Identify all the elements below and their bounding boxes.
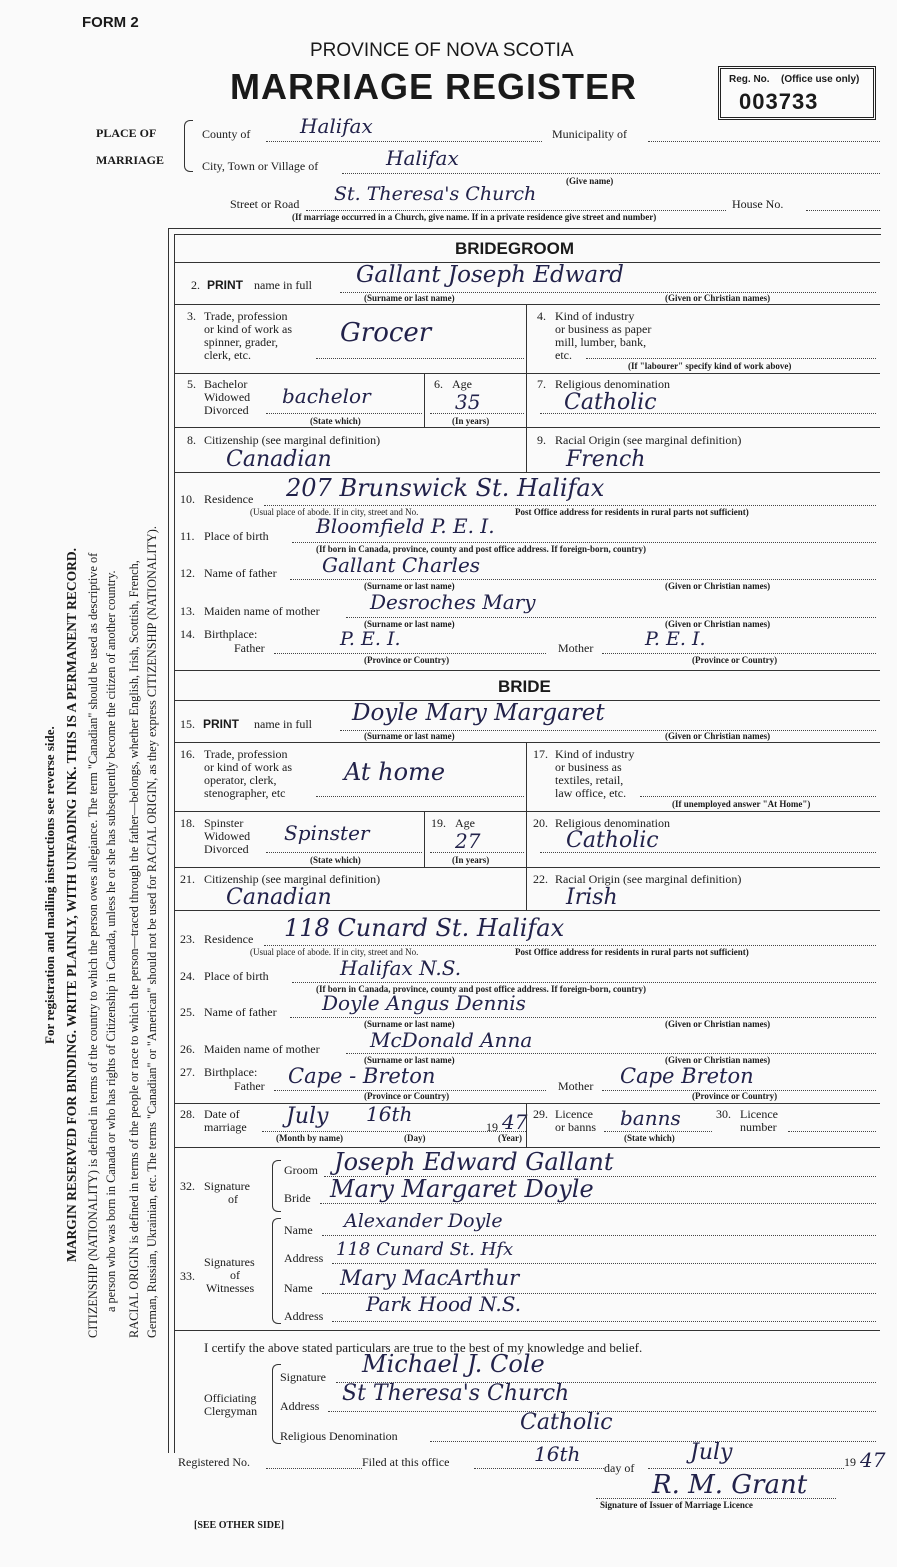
bride-father-value: Doyle Angus Dennis [322,991,526,1015]
street-line [306,210,726,211]
bride-f20-num: 20. [533,816,548,830]
groom-f11-num: 11. [180,529,195,543]
filed-month-line [648,1468,844,1469]
certify-statement: I certify the above stated particulars are true to the best of my knowledge and belief. [204,1340,643,1355]
marriage-f28-l2: marriage [204,1120,247,1134]
bride-trade-line [316,796,524,797]
w1-name-label: Name [284,1223,313,1237]
bride-residence-hint-b: Post Office address for residents in rural parts not sufficient) [515,947,749,957]
city-label: City, Town or Village of [202,159,319,173]
groom-status-line [266,413,422,414]
clergy-signature: Michael J. Cole [362,1350,545,1378]
groom-f3-l4: clerk, etc. [204,348,251,362]
groom-status-value: bachelor [282,384,371,408]
officiating-l1: Officiating [204,1391,257,1405]
groom-residence-value: 207 Brunswick St. Halifax [286,474,605,502]
sig-f32-num: 32. [180,1179,195,1193]
bride-mother-surname-hint: (Surname or last name) [364,1055,455,1065]
document-title: MARRIAGE REGISTER [230,66,638,107]
bride-mother-value: McDonald Anna [370,1028,533,1052]
bride-f27-label: Birthplace: [204,1065,258,1079]
bride-residence-value: 118 Cunard St. Halifax [284,914,565,942]
groom-name-value: Gallant Joseph Edward [356,262,624,288]
marriage-f29-l1: Licence [555,1107,593,1121]
sig-f33-l3: Witnesses [206,1281,255,1295]
filed-day-of: day of [604,1461,635,1475]
bride-f16-l1: Trade, profession [204,747,288,761]
groom-residence-line [264,505,876,506]
groom-f12-label: Name of father [204,566,277,580]
rule-bride-5 [174,910,880,911]
groom-col-divider-a [526,304,527,472]
groom-residence-hint-b: Post Office address for residents in rural parts not sufficient) [515,507,749,517]
bride-father-birthplace-hint: (Province or Country) [364,1091,450,1101]
reg-number-box [718,66,876,120]
margin-binding: MARGIN RESERVED FOR BINDING. WRITE PLAINLY, WITH UNFADING INK. THIS IS A PERMANENT RECORD. [64,547,79,1262]
sig-brace [272,1160,281,1212]
marriage-f29-l2: or banns [555,1120,596,1134]
bride-f18-l1: Spinster [204,816,244,830]
groom-mother-value: Desroches Mary [370,590,536,614]
marriage-day-hint: (Day) [404,1133,426,1143]
margin-instructions: For registration and mailing instructions see reverse side. [42,726,57,1044]
groom-f4-l3: mill, lumber, bank, [555,335,647,349]
city-value: Halifax [386,146,459,170]
bride-f24-label: Place of birth [204,969,269,983]
groom-father-surname-hint: (Surname or last name) [364,581,455,591]
groom-age-divider [424,373,425,427]
bride-f16-l2: or kind of work as [204,760,292,774]
groom-f14-num: 14. [180,627,195,641]
filed-label: Filed at this office [362,1455,450,1469]
filed-year-value: 47 [860,1448,886,1472]
groom-f5-l3: Divorced [204,403,249,417]
groom-f9-num: 9. [537,433,546,447]
bride-f27-mother-label: Mother [558,1079,594,1093]
bride-mother-birthplace-hint: (Province or Country) [692,1091,778,1101]
groom-f6-num: 6. [434,377,443,391]
groom-f3-l3: spinner, grader, [204,335,279,349]
groom-f14-mother-label: Mother [558,641,594,655]
municipality-line [648,141,880,142]
bride-f15-num: 15. [180,717,195,731]
marriage-f30-l1: Licence [740,1107,778,1121]
bride-mother-given-hint: (Given or Christian names) [665,1055,771,1065]
marriage-day-value: 16th [366,1102,413,1126]
rule-bride-3 [174,811,880,812]
bride-f27-num: 27. [180,1065,195,1079]
reg-number-value: 003733 [739,89,819,114]
rule-bride-4 [174,867,880,868]
bride-mother-line [346,1053,876,1054]
groom-f3-num: 3. [187,309,196,323]
bride-given-hint: (Given or Christian names) [665,731,771,741]
bride-f16-l4: stenographer, etc [204,786,286,800]
street-value: St. Theresa's Church [334,183,537,205]
bride-industry-line [640,796,876,797]
groom-industry-line [586,358,876,359]
w2-address-value: Park Hood N.S. [366,1292,522,1316]
margin-citizenship-2: a person who was born in Canada or who has rights of Citizenship in Canada, unless he or she has subsequently become the citizen of another country. [104,570,118,1312]
groom-father-birthplace-value: P. E. I. [340,628,401,650]
bride-status-hint: (State which) [310,855,361,865]
reg-office-note: (Office use only) [781,74,860,85]
groom-f14-father-label: Father [234,641,265,655]
groom-f3-l1: Trade, profession [204,309,288,323]
groom-religion-value: Catholic [564,390,657,415]
street-note: (If marriage occurred in a Church, give name. If in a private residence give street and number) [292,212,657,222]
bride-origin-value: Irish [566,885,618,910]
bride-age-value: 27 [455,829,481,853]
marriage-f30-num: 30. [716,1107,731,1121]
marriage-banns-hint: (State which) [624,1133,675,1143]
form-number: FORM 2 [82,14,139,31]
groom-f10-label: Residence [204,492,254,506]
marriage-banns-value: banns [620,1106,681,1130]
groom-birthplace-line [292,542,876,543]
marriage-month-value: July [286,1104,329,1129]
bride-father-given-hint: (Given or Christian names) [665,1019,771,1029]
bride-industry-hint: (If unemployed answer "At Home") [672,799,811,809]
groom-birthplace-hint: (If born in Canada, province, county and post office address. If foreign-born, country) [316,544,647,554]
groom-f3-l2: or kind of work as [204,322,292,336]
groom-mother-surname-hint: (Surname or last name) [364,619,455,629]
sig-f32-l2: of [228,1192,238,1206]
margin-racial-2: German, Russian, Ukrainian, etc. The terms "Canadian" or "American" should not be used for RACIAL ORIGIN, as they express CITIZENSHIP (NATIONALITY). [145,526,159,1338]
bride-f17-l2: or business as [555,760,622,774]
w2-address-label: Address [284,1309,324,1323]
groom-f14-label: Birthplace: [204,627,258,641]
clergy-sig-label: Signature [280,1370,326,1384]
rule-groom-3 [174,373,880,374]
bride-f27-father-label: Father [234,1079,265,1093]
bride-f21-label: Citizenship (see marginal definition) [204,872,381,886]
bride-signature: Mary Margaret Doyle [330,1175,594,1203]
groom-f11-label: Place of birth [204,529,269,543]
marriage-f28-num: 28. [180,1107,195,1121]
groom-f9-label: Racial Origin (see marginal definition) [555,433,742,447]
groom-age-hint: (In years) [452,416,490,426]
w1-name-line [322,1235,876,1236]
bride-f19-num: 19. [431,816,446,830]
marriage-date-line [262,1131,526,1132]
bride-status-value: Spinster [284,821,370,845]
marriage-year-value: 47 [502,1110,528,1134]
groom-f13-label: Maiden name of mother [204,604,320,618]
bride-birthplace-value: Halifax N.S. [340,956,462,980]
province-heading: PROVINCE OF NOVA SCOTIA [310,40,574,61]
groom-father-birthplace-line [274,653,546,654]
marriage-divider [526,1103,527,1147]
bride-residence-line [264,945,876,946]
groom-father-line [290,579,876,580]
bride-sig-line [320,1203,876,1204]
bride-col-divider-a [526,742,527,910]
bride-birthplace-line [292,982,876,983]
w2-name-value: Mary MacArthur [340,1266,520,1290]
marriage-month-hint: (Month by name) [276,1133,343,1143]
groom-mother-birthplace-line [602,653,876,654]
municipality-label: Municipality of [552,127,627,141]
sig-f33-num: 33. [180,1269,195,1283]
bride-f16-num: 16. [180,747,195,761]
marriage-f29-num: 29. [533,1107,548,1121]
street-label: Street or Road [230,197,300,211]
groom-f7-label: Religious denomination [555,377,670,391]
w1-address-line [332,1263,876,1264]
clergy-address-label: Address [280,1399,320,1413]
groom-f5-num: 5. [187,377,196,391]
groom-f13-num: 13. [180,604,195,618]
groom-f4-num: 4. [537,309,546,323]
bridegroom-heading: BRIDEGROOM [455,239,574,258]
bride-f18-num: 18. [180,816,195,830]
bride-f17-l3: textiles, retail, [555,773,624,787]
county-value: Halifax [300,114,373,138]
marriage-f28-l1: Date of [204,1107,240,1121]
groom-father-given-hint: (Given or Christian names) [665,581,771,591]
groom-age-value: 35 [455,390,481,414]
clergy-denomination-value: Catholic [520,1410,613,1435]
bride-age-divider [424,811,425,867]
county-label: County of [202,127,251,141]
groom-trade-line [316,358,524,359]
sig-f32-l1: Signature [204,1179,250,1193]
groom-given-hint: (Given or Christian names) [665,293,771,303]
bride-age-hint: (In years) [452,855,490,865]
margin-citizenship-1: CITIZENSHIP (NATIONALITY) is defined in terms of the country to which the person owes allegiance. The term "Canadian" should be used as descriptive of [86,552,100,1338]
w1-name-value: Alexander Doyle [344,1210,503,1232]
rule-groom-4 [174,427,880,428]
groom-mother-given-hint: (Given or Christian names) [665,619,771,629]
w1-address-value: 118 Cunard St. Hfx [336,1239,514,1260]
groom-father-birthplace-hint: (Province or Country) [364,655,450,665]
margin-racial-1: RACIAL ORIGIN is defined in terms of the people or race to which the person—traced through the father—belongs, whether English, Irish, Scottish, French, [127,560,141,1338]
groom-sig-label: Groom [284,1163,318,1177]
bride-f19-label: Age [455,816,475,830]
bride-status-line [266,852,422,853]
groom-f2-label: name in full [254,278,312,292]
place-heading-2: MARRIAGE [96,153,164,167]
bride-residence-hint-a: (Usual place of abode. If in city, street and No. [250,947,419,957]
bride-f15-label: name in full [254,717,312,731]
groom-f6-label: Age [452,377,472,391]
county-line [266,141,542,142]
city-line [342,173,880,174]
bride-citizenship-value: Canadian [226,885,332,910]
clergy-denomination-line [430,1441,876,1442]
reg-no-label: Reg. No. [729,74,770,85]
groom-f8-label: Citizenship (see marginal definition) [204,433,381,447]
groom-f5-l2: Widowed [204,390,251,404]
bride-heading: BRIDE [498,677,551,696]
bride-f20-label: Religious denomination [555,816,670,830]
groom-age-line [430,413,524,414]
issuer-signature: R. M. Grant [652,1470,808,1500]
marriage-year-hint: (Year) [498,1133,522,1143]
give-name-hint: (Give name) [566,176,614,186]
registered-no-label: Registered No. [178,1455,250,1469]
filed-month-value: July [690,1440,733,1465]
clergy-address-value: St Theresa's Church [342,1381,570,1406]
bride-father-surname-hint: (Surname or last name) [364,1019,455,1029]
bride-birthplace-hint: (If born in Canada, province, county and post office address. If foreign-born, country) [316,984,647,994]
filed-year-prefix: 19 [844,1455,856,1469]
bride-f18-l2: Widowed [204,829,251,843]
bride-f18-l3: Divorced [204,842,249,856]
w2-address-line [332,1321,876,1322]
marriage-year-prefix: 19 [486,1120,498,1134]
marriage-banns-line [604,1131,712,1132]
bride-surname-hint: (Surname or last name) [364,731,455,741]
groom-f8-num: 8. [187,433,196,447]
groom-trade-value: Grocer [340,318,432,348]
groom-residence-hint-a: (Usual place of abode. If in city, street and No. [250,507,419,517]
groom-mother-line [346,617,876,618]
bride-mother-birthplace-value: Cape Breton [620,1064,754,1088]
bride-f23-label: Residence [204,932,254,946]
groom-f7-num: 7. [537,377,546,391]
bride-father-birthplace-value: Cape - Breton [288,1064,436,1088]
rule-groom-2 [174,304,880,305]
groom-mother-birthplace-value: P. E. I. [645,628,706,650]
bride-religion-value: Catholic [566,828,659,853]
bride-f24-num: 24. [180,969,195,983]
w2-name-label: Name [284,1281,313,1295]
groom-signature: Joseph Edward Gallant [334,1148,614,1176]
registered-no-line [266,1468,362,1469]
bride-f17-num: 17. [533,747,548,761]
bride-f23-num: 23. [180,932,195,946]
filed-day-value: 16th [534,1442,581,1466]
filed-day-line [474,1468,604,1469]
sig-f33-l1: Signatures [204,1255,255,1269]
marriage-licence-line [788,1131,876,1132]
bride-f22-label: Racial Origin (see marginal definition) [555,872,742,886]
bride-f26-label: Maiden name of mother [204,1042,320,1056]
bride-f21-num: 21. [180,872,195,886]
house-line [806,210,880,211]
issuer-sig-label: Signature of Issuer of Marriage Licence [600,1500,753,1510]
place-brace [184,120,193,172]
rule-groom-5 [174,472,880,473]
bride-father-line [290,1017,876,1018]
rule-certify-top [174,1330,880,1331]
w1-address-label: Address [284,1251,324,1265]
groom-f2-print: PRINT [207,278,243,292]
groom-surname-hint: (Surname or last name) [364,293,455,303]
bride-name-value: Doyle Mary Margaret [352,700,605,726]
groom-father-value: Gallant Charles [322,553,481,577]
groom-citizenship-value: Canadian [226,447,332,472]
groom-mother-birthplace-hint: (Province or Country) [692,655,778,665]
groom-industry-hint: (If "labourer" specify kind of work above) [628,361,792,371]
groom-f4-l1: Kind of industry [555,309,635,323]
house-label: House No. [732,197,784,211]
see-other-side: [SEE OTHER SIDE] [194,1520,285,1531]
groom-religion-line [540,413,876,414]
bride-f22-num: 22. [533,872,548,886]
rule-marriage-top [174,1103,880,1104]
officiating-l2: Clergyman [204,1404,258,1418]
groom-birthplace-value: Bloomfield P. E. I. [316,514,495,538]
bride-trade-value: At home [344,758,446,786]
bride-f16-l3: operator, clerk, [204,773,277,787]
groom-status-hint: (State which) [310,416,361,426]
groom-f4-l2: or business as paper [555,322,652,336]
groom-f12-num: 12. [180,566,195,580]
bride-sig-label: Bride [284,1191,311,1205]
bride-f15-print: PRINT [203,717,239,731]
witness-brace [272,1218,281,1324]
rule-bride-2 [174,742,880,743]
groom-f10-num: 10. [180,492,195,506]
bride-age-line [430,852,524,853]
bride-f17-l1: Kind of industry [555,747,635,761]
clergy-denomination-label: Religious Denomination [280,1429,398,1443]
sig-f33-l2: of [230,1268,240,1282]
bride-religion-line [540,852,876,853]
bride-f25-label: Name of father [204,1005,277,1019]
place-heading-1: PLACE OF [96,126,157,140]
marriage-f30-l2: number [740,1120,777,1134]
bride-f26-num: 26. [180,1042,195,1056]
bride-f17-l4: law office, etc. [555,786,627,800]
groom-f4-l4: etc. [555,348,572,362]
groom-f5-l1: Bachelor [204,377,248,391]
groom-f2-num: 2. [191,278,200,292]
bride-f25-num: 25. [180,1005,195,1019]
groom-origin-value: French [566,447,646,472]
rule-bride-top [174,670,880,671]
issuer-sig-line [596,1498,836,1499]
